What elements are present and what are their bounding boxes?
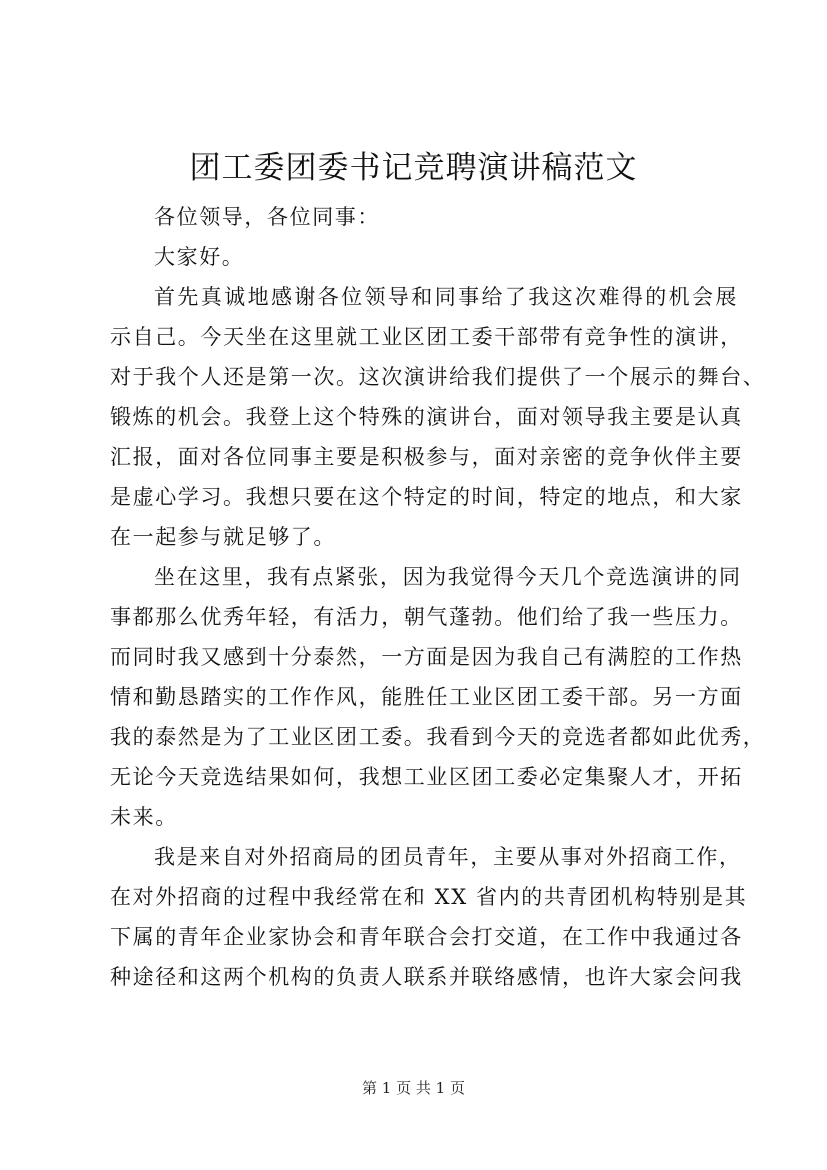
paragraph-line: 下属的青年企业家协会和青年联合会打交道，在工作中我通过各 (110, 925, 743, 949)
document-body (110, 197, 766, 997)
paragraph-line: 我的泰然是为了工业区团工委。我看到今天的竞选者都如此优秀， (110, 725, 766, 749)
document-title: 团工委团委书记竞聘演讲稿范文 (189, 150, 638, 186)
paragraph-line: 在一起参与就足够了。 (110, 525, 336, 549)
paragraph-line: 是虚心学习。我想只要在这个特定的时间，特定的地点，和大家 (110, 485, 743, 509)
paragraph-line: 坐在这里，我有点紧张，因为我觉得今天几个竞选演讲的同 (154, 565, 742, 589)
greeting-line: 大家好。 (154, 245, 245, 269)
paragraph-line: 种途径和这两个机构的负责人联系并联络感情，也许大家会问我 (110, 965, 743, 989)
paragraph-line: 无论今天竞选结果如何，我想工业区团工委必定集聚人才，开拓 (110, 765, 743, 789)
paragraph-line: 锻炼的机会。我登上这个特殊的演讲台，面对领导我主要是认真 (110, 405, 743, 429)
paragraph-line: 首先真诚地感谢各位领导和同事给了我这次难得的机会展 (154, 285, 738, 309)
paragraph-line: 情和勤恳踏实的工作作风，能胜任工业区团工委干部。另一方面 (110, 685, 743, 709)
paragraph-line: 事都那么优秀年轻，有活力，朝气蓬勃。他们给了我一些压力。 (110, 605, 743, 629)
paragraph-line: 汇报，面对各位同事主要是积极参与，面对亲密的竞争伙伴主要 (110, 445, 743, 469)
paragraph-line: 对于我个人还是第一次。这次演讲给我们提供了一个展示的舞台、 (110, 365, 766, 389)
paragraph-line: 在对外招商的过程中我经常在和 XX 省内的共青团机构特别是其 (110, 885, 748, 909)
paragraph-line: 未来。 (110, 805, 178, 829)
salutation-line: 各位领导，各位同事： (154, 205, 380, 229)
paragraph-line: 示自己。今天坐在这里就工业区团工委干部带有竞争性的演讲， (110, 325, 743, 349)
paragraph-line: 而同时我又感到十分泰然，一方面是因为我自己有满腔的工作热 (110, 645, 743, 669)
paragraph-line: 我是来自对外招商局的团员青年，主要从事对外招商工作， (154, 845, 742, 869)
page-number-footer: 第 1 页 共 1 页 (362, 1079, 465, 1097)
